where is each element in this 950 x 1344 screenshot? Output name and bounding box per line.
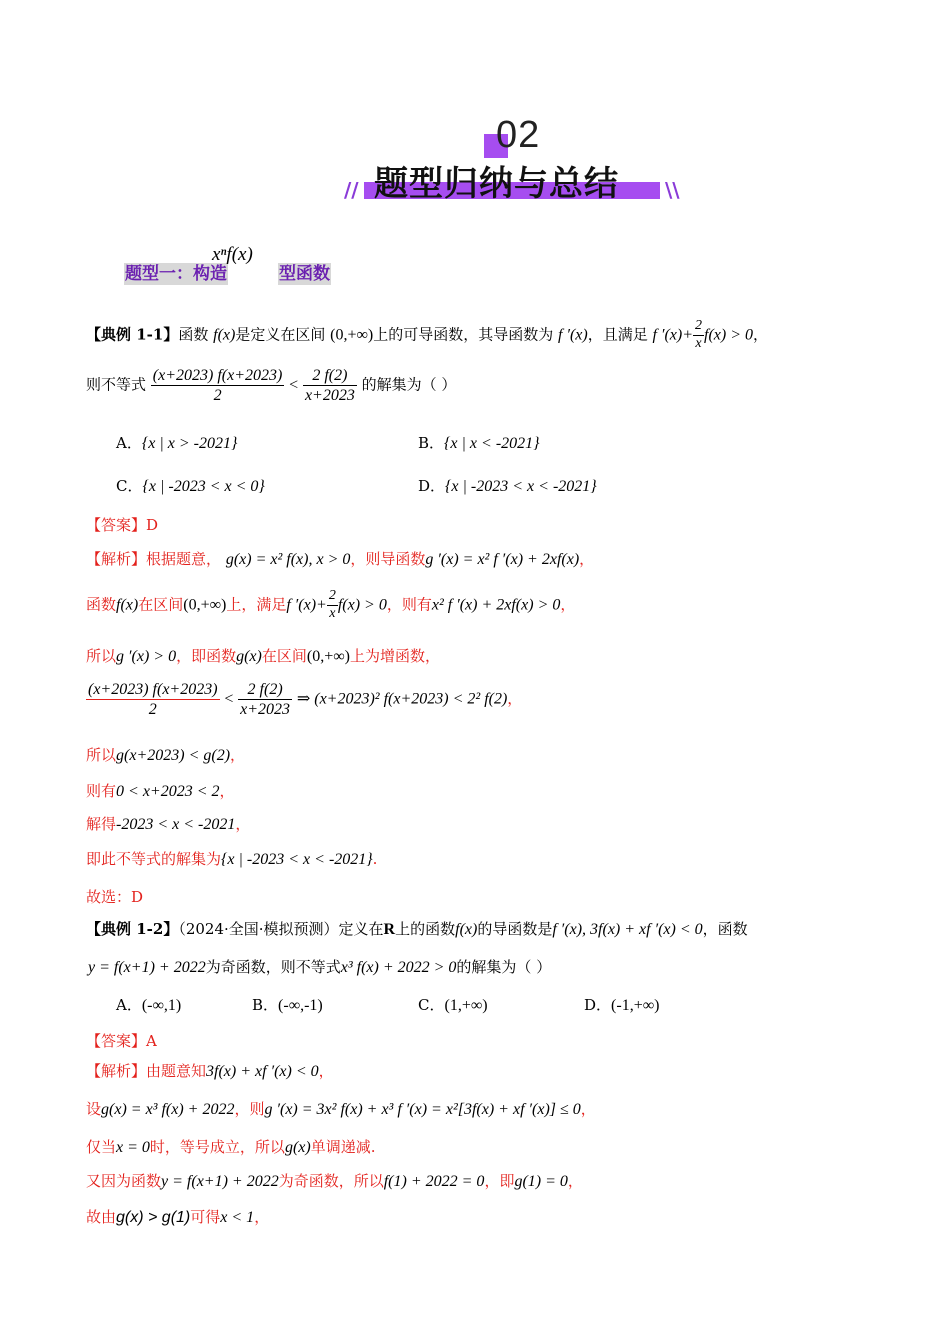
ex2-answer: 【答案】A [86, 1032, 157, 1050]
topic-heading-math: xⁿf(x) [212, 244, 253, 265]
ex1-answer: 【答案】D [86, 516, 159, 534]
ex2-line2: y = f(x+1) + 2022为奇函数，则不等式x³ f(x) + 2022 > 0的解集为（ ） [88, 958, 552, 976]
ex1-solution-line1: 【解析】根据题意， g(x) = x² f(x), x > 0，则导函数g ′(x) = x² f ′(x) + 2xf(x)， [86, 550, 595, 568]
ex1-ineq-frac-right: $\frac{2 f(2)}{x+2023}$ [304, 367, 355, 405]
topic-heading-suffix: 型函数 [279, 264, 330, 284]
section-title: 题型归纳与总结 [374, 164, 619, 204]
ex2-line1: 【典例 1-2】（2024·全国·模拟预测）定义在R上的函数f(x)的导函数是f ′(x), 3f(x) + xf ′(x) < 0，函数 [86, 920, 748, 938]
ex1-solution-line3: 所以g ′(x) > 0，即函数g(x)在区间(0,+∞)上为增函数， [86, 647, 440, 665]
decor-slash-right: \\ [665, 178, 680, 202]
ex2-solution-line5: 故由g(x) > g(1)可得x < 1， [86, 1208, 270, 1226]
ex1-solution-line4: $\frac{(x+2023) f(x+2023)}{2}$ < $\frac{2 f(2)}{x+2023}$ ⇒ (x+2023)² f(x+2023) < 2² f(2)， [88, 681, 523, 719]
ex1-option-a[interactable]: A．{x | x > -2021} [116, 434, 238, 452]
ex1-ineq-frac-left: $\frac{(x+2023) f(x+2023)}{2}$ [152, 367, 283, 405]
ex1-solution-final: 故选：D [86, 888, 144, 906]
decor-slash-left: // [344, 178, 359, 202]
ex2-solution-line4: 又因为函数y = f(x+1) + 2022为奇函数，所以f(1) + 2022 = 0，即g(1) = 0， [86, 1172, 583, 1190]
topic-heading-prefix: 题型一：构造 [125, 264, 227, 284]
ex2-label: 【典例 1-2】 [86, 920, 179, 938]
ex2-option-b[interactable]: B．(-∞,-1) [252, 996, 323, 1014]
ex1-solution-line7: 解得-2023 < x < -2021， [86, 815, 251, 833]
ex1-solution-line8: 即此不等式的解集为{x | -2023 < x < -2021}. [86, 850, 378, 868]
ex2-solution-line3: 仅当x = 0时，等号成立，所以g(x)单调递减. [86, 1138, 376, 1156]
ex1-line1: 【典例 1-1】函数 f(x)是定义在区间 (0,+∞)上的可导函数，其导函数为 f ′(x)，且满足 f ′(x)+ $\frac{2}{x}$ f(x) > 0， [86, 318, 769, 351]
ex2-solution-line2: 设g(x) = x³ f(x) + 2022，则g ′(x) = 3x² f(x) + x³ f ′(x) = x²[3f(x) + xf ′(x)] ≤ 0， [86, 1100, 596, 1118]
ex1-line2: 则不等式 $\frac{(x+2023) f(x+2023)}{2}$ < $\frac{2 f(2)}{x+2023}$ 的解集为（ ） [86, 367, 457, 405]
section-number: 02 [496, 114, 541, 156]
ex2-option-c[interactable]: C．(1,+∞) [418, 996, 488, 1014]
ex1-solution-line2: 函数f(x)在区间(0,+∞)上，满足f ′(x)+ $\frac{2}{x}$ f(x) > 0，则有x² f ′(x) + 2xf(x) > 0， [86, 588, 576, 621]
ex2-solution-line1: 【解析】由题意知3f(x) + xf ′(x) < 0， [86, 1062, 334, 1080]
ex1-option-d[interactable]: D．{x | -2023 < x < -2021} [418, 477, 597, 495]
ex2-option-d[interactable]: D．(-1,+∞) [584, 996, 660, 1014]
ex1-solution-line5: 所以g(x+2023) < g(2)， [86, 746, 246, 764]
ex1-option-c[interactable]: C．{x | -2023 < x < 0} [116, 477, 265, 495]
ex1-solution-line6: 则有0 < x+2023 < 2， [86, 782, 235, 800]
ex1-option-b[interactable]: B．{x | x < -2021} [418, 434, 540, 452]
ex2-option-a[interactable]: A．(-∞,1) [116, 996, 182, 1014]
ex1-label: 【典例 1-1】 [86, 325, 179, 344]
